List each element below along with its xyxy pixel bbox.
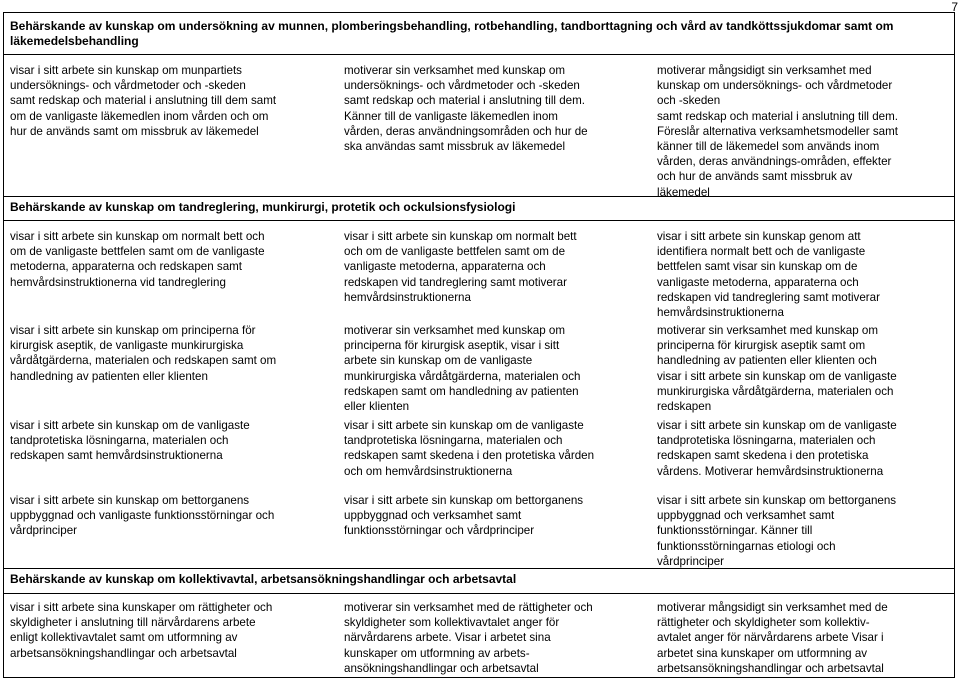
cell-excellent: visar i sitt arbete sin kunskap genom att identifiera normalt bett och de vanligaste bettfelen samt visar sin kunskap om de vanligaste metoderna, apparaterna och redskapen vid tandreglering samt motiverar hemvårdsinstruktionerna xyxy=(657,230,880,320)
section-heading-orthodontics: Behärskande av kunskap om tandreglering, munkirurgi, protetik och ockulsionsfysiologi xyxy=(10,200,516,214)
divider xyxy=(4,54,954,55)
cell-satisfactory: visar i sitt arbete sin kunskap om bettorganens uppbyggnad och vanligaste funktionsstörningar och vårdprinciper xyxy=(10,494,275,538)
section-heading-examination: Behärskande av kunskap om undersökning av munnen, plomberingsbehandling, rotbehandling, tandborttagning och vård av tandköttssjukdomar samt om läkemedelsbehandling xyxy=(10,19,894,48)
cell-satisfactory: visar i sitt arbete sina kunskaper om rättigheter och skyldigheter i anslutning till närvårdarens arbete enligt kollektivavtalet samt om utformning av arbetsansökningshandlingar och arbetsavtal xyxy=(10,601,273,660)
cell-satisfactory: visar i sitt arbete sin kunskap om normalt bett och om de vanligaste bettfelen samt om de vanligaste metoderna, apparaterna och redskapen samt hemvårdsinstruktionerna vid tandreglering xyxy=(10,230,265,289)
cell-excellent: motiverar sin verksamhet med kunskap om principerna för kirurgisk aseptik samt om handledning av patienten eller klienten och visar i sitt arbete sin kunskap om de vanligaste munkirurgiska vårdåtgärderna, materialen och redskapen xyxy=(657,324,897,414)
divider xyxy=(4,220,954,221)
cell-good: visar i sitt arbete sin kunskap om de vanligaste tandprotetiska lösningarna, materialen och redskapen samt skedena i den protetiska vården och om hemvårdsinstruktionerna xyxy=(344,419,595,478)
divider xyxy=(4,196,954,197)
divider xyxy=(4,568,954,569)
cell-excellent: visar i sitt arbete sin kunskap om bettorganens uppbyggnad och verksamhet samt funktionsstörningar. Känner till funktionsstörningarnas etiologi och vårdprinciper xyxy=(657,494,897,568)
cell-good: visar i sitt arbete sin kunskap om bettorganens uppbyggnad och verksamhet samt funktionsstörningar och vårdprinciper xyxy=(344,494,584,538)
cell-good: motiverar sin verksamhet med kunskap om undersöknings- och vårdmetoder och -skeden samt redskap och material i anslutning till dem. Känner till de vanligaste läkemedlen inom vården, deras användningsområden och hur de ska användas samt missbruk av läkemedel xyxy=(344,64,588,154)
cell-excellent: motiverar mångsidigt sin verksamhet med kunskap om undersöknings- och vårdmetoder och -skeden samt redskap och material i anslutning till dem. Föreslår alternativa verksamhetsmodeller samt känner till de läkemedel som används inom vården, deras användnings-områden, effekter och hur de används samt missbruk av läkemedel xyxy=(657,64,899,199)
cell-good: motiverar sin verksamhet med de rättigheter och skyldigheter som kollektivavtalet anger för närvårdarens arbete. Visar i arbetet sina kunskaper om utformning av arbets- ansökningshandlingar och arbetsavtal xyxy=(344,601,593,675)
cell-satisfactory: visar i sitt arbete sin kunskap om principerna för kirurgisk aseptik, de vanligaste munkirurgiska vårdåtgärderna, materialen och redskapen samt om handledning av patienten eller klienten xyxy=(10,324,277,383)
cell-good: motiverar sin verksamhet med kunskap om principerna för kirurgisk aseptik, visar i sitt arbete sin kunskap om de vanligaste munkirurgiska vårdåtgärderna, materialen och redskapen samt om handledning av patienten eller klienten xyxy=(344,324,581,414)
section-heading-collective-agreements: Behärskande av kunskap om kollektivavtal, arbetsansökningshandlingar och arbetsavtal xyxy=(10,572,517,586)
page-number: 7 xyxy=(951,0,958,14)
criteria-table xyxy=(3,12,955,678)
cell-good: visar i sitt arbete sin kunskap om normalt bett och om de vanligaste bettfelen samt om de vanligaste metoderna, apparaterna och redskapen vid tandreglering samt motiverar hemvårdsinstruktionerna xyxy=(344,230,577,304)
cell-excellent: motiverar mångsidigt sin verksamhet med de rättigheter och skyldigheter som kollektiv- avtalet anger för närvårdarens arbete Visar i arbetet sina kunskaper om utformning av arbetsansökningshandlingar och arbetsavtal xyxy=(657,601,888,675)
cell-excellent: visar i sitt arbete sin kunskap om de vanligaste tandprotetiska lösningarna, materialen och redskapen samt skedena i den protetiska vårdens. Motiverar hemvårdsinstruktionerna xyxy=(657,419,897,478)
cell-satisfactory: visar i sitt arbete sin kunskap om de vanligaste tandprotetiska lösningarna, materialen och redskapen samt hemvårdsinstruktionerna xyxy=(10,419,250,463)
cell-satisfactory: visar i sitt arbete sin kunskap om munpartiets undersöknings- och vårdmetoder och -skeden samt redskap och material i anslutning till dem samt om de vanligaste läkemedlen inom vården och om hur de används samt om missbruk av läkemedel xyxy=(10,64,277,138)
divider xyxy=(4,593,954,594)
